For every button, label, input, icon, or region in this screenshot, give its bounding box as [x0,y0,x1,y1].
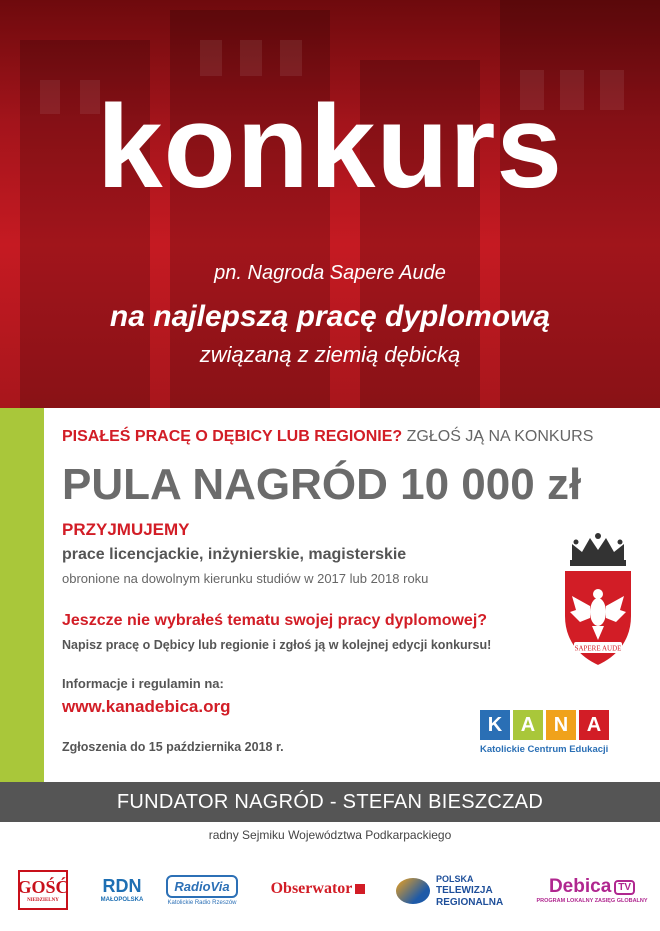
topic-call: Napisz pracę o Dębicy lub regionie i zgłoś ją w kolejnej edycji konkursu! [62,638,492,652]
gosc-name: GOŚĆ [17,877,69,897]
question-line [62,428,593,446]
tvp-wave-icon [396,878,430,904]
obserwator-name: Obserwator [270,880,353,897]
accept-heading: PRZYJMUJEMY [62,520,190,539]
contest-subject: na najlepszą pracę dyplomową [109,300,551,333]
rdn-sub: MAŁOPOLSKA [100,896,144,903]
contest-scope: związaną z ziemią dębicką [199,342,461,367]
tvp-logo [396,868,526,914]
question-grey: ZGŁOŚ JĄ NA KONKURS [402,428,594,445]
radiovia-logo [166,868,238,912]
radiovia-sub: Katolickie Radio Rzeszów [167,899,237,906]
obserwator-logo [258,874,378,904]
debica-tv-badge: TV [614,880,635,895]
debica-name: Debica [548,876,612,897]
accept-detail: obronione na dowolnym kierunku studiów w 2017 lub 2018 roku [62,571,429,586]
obserwator-mark-icon [355,884,365,894]
gosc-logo [18,870,68,910]
rdn-name: RDN [102,875,142,896]
prize-pool: PULA NAGRÓD 10 000 zł [62,460,582,509]
kana-subtitle: Katolickie Centrum Edukacji [480,744,609,755]
founder-role: radny Sejmiku Województwa Podkarpackiego [208,828,452,842]
founder-banner: FUNDATOR NAGRÓD - STEFAN BIESZCZAD [0,782,660,822]
radiovia-name: RadioVia [166,875,237,898]
debica-sub: PROGRAM LOKALNY ZASIĘG GLOBALNY [536,898,648,904]
deadline: Zgłoszenia do 15 października 2018 r. [62,740,284,754]
rdn-logo [98,866,146,912]
topic-question: Jeszcze nie wybrałeś tematu swojej pracy dyplomowej? [62,612,488,629]
crest-motto: SAPERE AUDE [574,644,622,653]
kana-letter: A [513,710,543,740]
tvp-line1: POLSKA [436,874,474,884]
kana-logo [480,710,640,760]
accent-bar [0,408,44,782]
question-red: PISAŁEŚ PRACĘ O DĘBICY LUB REGIONIE? [62,428,403,445]
debica-tv-logo [536,870,648,910]
crest-emblem [556,530,640,670]
info-label: Informacje i regulamin na: [62,676,224,691]
page-title: konkurs [96,81,564,213]
gosc-sub: NIEDZIELNY [27,898,59,903]
tvp-line3: REGIONALNA [436,897,504,908]
sponsor-logos [0,856,660,931]
tvp-line2: TELEWIZJA [436,885,493,896]
kana-letter: K [480,710,510,740]
website-link[interactable]: www.kanadebica.org [62,697,231,716]
kana-letter: A [579,710,609,740]
crown-icon [570,533,626,566]
accept-types: prace licencjackie, inżynierskie, magisterskie [62,546,407,563]
contest-name: pn. Nagroda Sapere Aude [214,262,446,284]
kana-letter: N [546,710,576,740]
hero-banner [0,0,660,408]
